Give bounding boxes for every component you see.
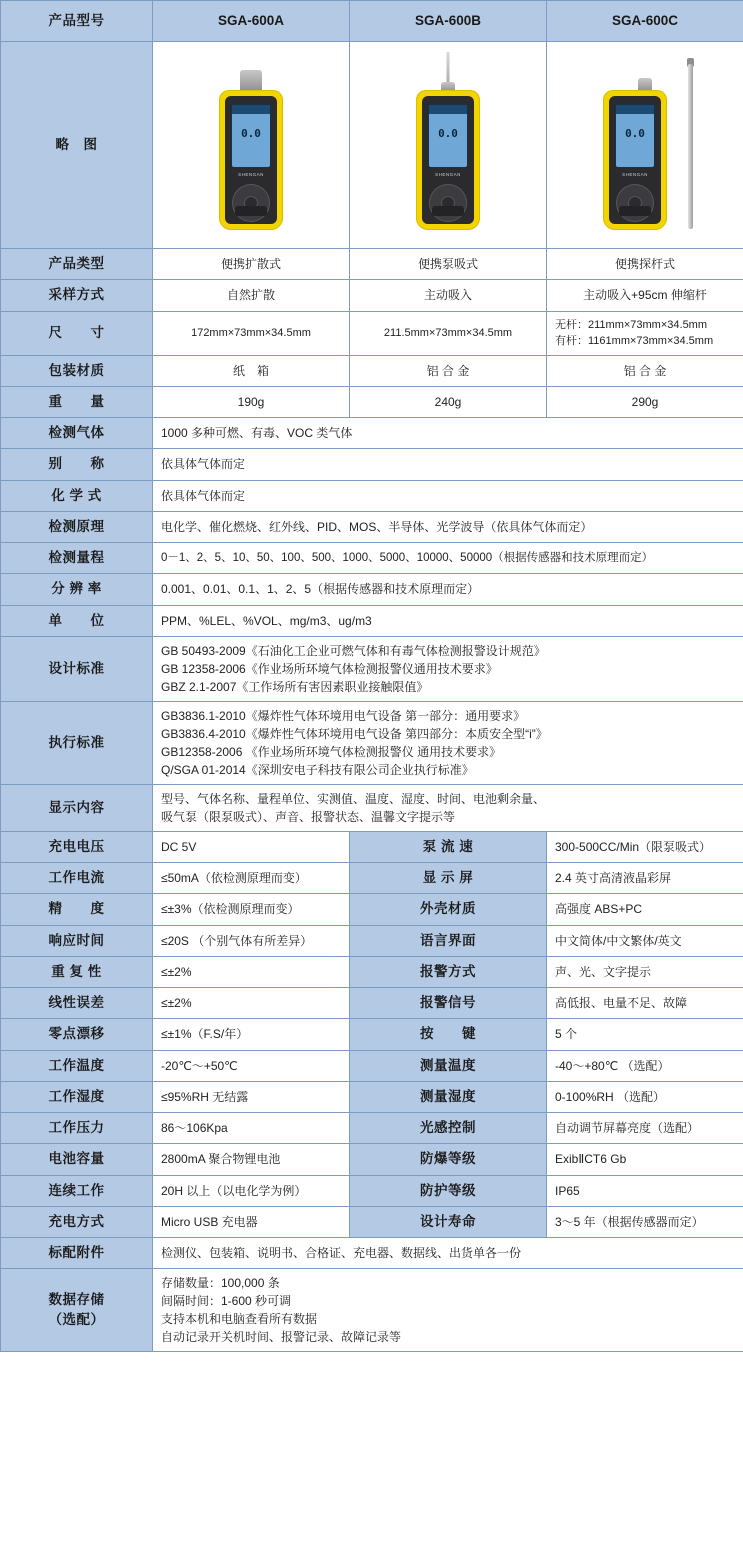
cell-value: 290g (547, 386, 743, 417)
row-label: 单 位 (1, 605, 153, 636)
cell-value: 172mm×73mm×34.5mm (153, 311, 350, 355)
display-content-line: 吸气泵（限泵吸式）、声音、报警状态、温馨文字提示等 (161, 809, 456, 824)
device-screen (231, 104, 271, 168)
row-label-data-storage (1, 1269, 153, 1352)
cell-value-right: -40～+80℃ （选配） (547, 1050, 743, 1081)
cell-value: 检测仪、包装箱、说明书、合格证、充电器、数据线、出货单各一份 (153, 1238, 743, 1269)
device-illustration-diffusion (191, 48, 311, 238)
table-row-unit (1, 605, 743, 636)
cell-value: 依具体气体而定 (153, 449, 743, 480)
cell-value-right: 0-100%RH （选配） (547, 1081, 743, 1112)
cell-value: 便携扩散式 (153, 249, 350, 280)
device-brand-text: SHENGAN (622, 171, 648, 177)
row-label-right: 显 示 屏 (350, 863, 547, 894)
table-row-detection-principle (1, 511, 743, 542)
cell-value-right: IP65 (547, 1175, 743, 1206)
data-storage-line: 支持本机和电脑查看所有数据 (161, 1312, 318, 1327)
device-front-panel (225, 96, 277, 224)
table-row-response-time (1, 925, 743, 956)
cell-value-left: 20H 以上（以电化学为例） (153, 1175, 350, 1206)
row-label: 检测量程 (1, 543, 153, 574)
data-storage-line: 间隔时间：1-600 秒可调 (161, 1294, 292, 1309)
table-row-charging-method (1, 1206, 743, 1237)
data-storage-line: 自动记录开关机时间、报警记录、故障记录等 (161, 1330, 402, 1345)
row-label-left: 工作压力 (1, 1113, 153, 1144)
row-label: 尺 寸 (1, 311, 153, 355)
row-label-left: 充电电压 (1, 831, 153, 862)
table-row-working-pressure (1, 1113, 743, 1144)
cell-value-multiline (153, 701, 743, 784)
cell-value-right: 高低报、电量不足、故障 (547, 988, 743, 1019)
table-row-continuous-work (1, 1175, 743, 1206)
row-label: 执行标准 (1, 701, 153, 784)
cell-value-multiline (153, 636, 743, 701)
row-label: 别 称 (1, 449, 153, 480)
cell-value: PPM、%LEL、%VOL、mg/m3、ug/m3 (153, 605, 743, 636)
table-row-working-humidity (1, 1081, 743, 1112)
row-label: 设计标准 (1, 636, 153, 701)
standard-line: GBZ 2.1-2007《工作场所有害因素职业接触限值》 (161, 679, 429, 694)
cell-value: 便携泵吸式 (350, 249, 547, 280)
device-front-panel (609, 96, 661, 224)
table-row-dimensions (1, 311, 743, 355)
table-row-design-standard (1, 636, 743, 701)
display-content-line: 型号、气体名称、量程单位、实测值、温度、湿度、时间、电池剩余量、 (161, 791, 546, 806)
row-label-left: 电池容量 (1, 1144, 153, 1175)
cell-value-left: ≤50mA（依检测原理而变） (153, 863, 350, 894)
device-body (219, 90, 283, 230)
device-brand-text: SHENGAN (435, 171, 461, 177)
cell-value-left: ≤±2% (153, 956, 350, 987)
row-label-left: 充电方式 (1, 1206, 153, 1237)
row-label-right: 防护等级 (350, 1175, 547, 1206)
cell-value: 211.5mm×73mm×34.5mm (350, 311, 547, 355)
row-label: 检测原理 (1, 511, 153, 542)
screen-status-bar (616, 105, 654, 114)
data-storage-label-line2: （选配） (48, 1312, 105, 1328)
table-row-detect-gas (1, 418, 743, 449)
cell-value-left: -20℃～+50℃ (153, 1050, 350, 1081)
cell-value-left: ≤±3%（依检测原理而变） (153, 894, 350, 925)
device-screen (428, 104, 468, 168)
cell-value: 1000 多种可燃、有毒、VOC 类气体 (153, 418, 743, 449)
cell-value-left: Micro USB 充电器 (153, 1206, 350, 1237)
table-row-charge-voltage (1, 831, 743, 862)
row-label-right: 外壳材质 (350, 894, 547, 925)
cell-value: 190g (153, 386, 350, 417)
model-header-c: SGA-600C (547, 1, 743, 42)
cell-value: 便携探杆式 (547, 249, 743, 280)
standard-line: GB3836.1-2010《爆炸性气体环境用电气设备 第一部分：通用要求》 (161, 708, 526, 723)
screen-status-bar (429, 105, 467, 114)
table-row-linearity-error (1, 988, 743, 1019)
product-image-a (153, 42, 350, 249)
cell-value-left: 2800mA 聚合物锂电池 (153, 1144, 350, 1175)
cell-value: 电化学、催化燃烧、红外线、PID、MOS、半导体、光学波导（依具体气体而定） (153, 511, 743, 542)
table-row-standard-accessories (1, 1238, 743, 1269)
device-base (432, 206, 464, 216)
cell-value-left: ≤±2% (153, 988, 350, 1019)
cell-value-right: 5 个 (547, 1019, 743, 1050)
telescopic-probe-icon (688, 64, 693, 229)
cell-value-left: ≤95%RH 无结露 (153, 1081, 350, 1112)
device-base (235, 206, 267, 216)
screen-reading: 0.0 (625, 126, 645, 140)
cell-value: 铝 合 金 (547, 355, 743, 386)
table-row-product-type (1, 249, 743, 280)
device-base (619, 206, 651, 216)
standard-line: GB 12358-2006《作业场所环境气体检测报警仪通用技术要求》 (161, 661, 498, 676)
row-label-left: 工作温度 (1, 1050, 153, 1081)
cell-value: 依具体气体而定 (153, 480, 743, 511)
screen-reading: 0.0 (241, 126, 261, 140)
row-label-sketch: 略 图 (1, 42, 153, 249)
table-row-model-header (1, 1, 743, 42)
table-row-accuracy (1, 894, 743, 925)
cell-value-right: ExibⅡCT6 Gb (547, 1144, 743, 1175)
row-label-left: 重 复 性 (1, 956, 153, 987)
row-label: 化 学 式 (1, 480, 153, 511)
device-keypad (429, 184, 467, 222)
row-label-right: 光感控制 (350, 1113, 547, 1144)
table-row-sketch (1, 42, 743, 249)
row-label: 包装材质 (1, 355, 153, 386)
table-row-weight (1, 386, 743, 417)
row-label-model: 产品型号 (1, 1, 153, 42)
row-label: 显示内容 (1, 784, 153, 831)
table-row-display-content (1, 784, 743, 831)
device-illustration-probe (585, 48, 705, 238)
table-row-zero-drift (1, 1019, 743, 1050)
cell-value-right: 中文简体/中文繁体/英文 (547, 925, 743, 956)
table-row-battery-capacity (1, 1144, 743, 1175)
row-label-right: 报警方式 (350, 956, 547, 987)
cell-value-left: DC 5V (153, 831, 350, 862)
row-label-right: 泵 流 速 (350, 831, 547, 862)
dimension-line-with-rod: 有杆：1161mm×73mm×34.5mm (555, 335, 714, 347)
row-label-left: 连续工作 (1, 1175, 153, 1206)
table-row-resolution (1, 574, 743, 605)
table-row-repeatability (1, 956, 743, 987)
product-image-c (547, 42, 743, 249)
device-keypad (232, 184, 270, 222)
device-body (416, 90, 480, 230)
device-body (603, 90, 667, 230)
cell-value: 0－1、2、5、10、50、100、500、1000、5000、10000、50000（根据传感器和技术原理而定） (153, 543, 743, 574)
cell-value-right: 2.4 英寸高清液晶彩屏 (547, 863, 743, 894)
row-label: 分 辨 率 (1, 574, 153, 605)
table-row-measuring-range (1, 543, 743, 574)
row-label-left: 零点漂移 (1, 1019, 153, 1050)
table-row-chemical-formula (1, 480, 743, 511)
sensor-cap-icon (240, 70, 262, 92)
cell-value-right: 自动调节屏幕亮度（选配） (547, 1113, 743, 1144)
table-row-sampling-method (1, 280, 743, 311)
row-label-right: 测量温度 (350, 1050, 547, 1081)
cell-value-multiline (547, 311, 743, 355)
device-brand-text: SHENGAN (238, 171, 264, 177)
device-illustration-pump (388, 48, 508, 238)
table-row-packing-material (1, 355, 743, 386)
table-row-data-storage (1, 1269, 743, 1352)
data-storage-label-line1: 数据存储 (48, 1292, 105, 1307)
row-label: 重 量 (1, 386, 153, 417)
cell-value-right: 声、光、文字提示 (547, 956, 743, 987)
row-label-right: 按 键 (350, 1019, 547, 1050)
row-label-left: 精 度 (1, 894, 153, 925)
table-row-working-current (1, 863, 743, 894)
cell-value-left: 86～106Kpa (153, 1113, 350, 1144)
row-label-left: 线性误差 (1, 988, 153, 1019)
cell-value: 主动吸入 (350, 280, 547, 311)
row-label-right: 测量湿度 (350, 1081, 547, 1112)
pump-inlet-needle-icon (447, 52, 450, 86)
device-screen (615, 104, 655, 168)
cell-value: 纸 箱 (153, 355, 350, 386)
cell-value: 铝 合 金 (350, 355, 547, 386)
standard-line: GB12358-2006 《作业场所环境气体检测报警仪 通用技术要求》 (161, 744, 502, 759)
row-label: 检测气体 (1, 418, 153, 449)
device-keypad (616, 184, 654, 222)
row-label-right: 语言界面 (350, 925, 547, 956)
cell-value-multiline (153, 784, 743, 831)
row-label-right: 报警信号 (350, 988, 547, 1019)
cell-value-right: 高强度 ABS+PC (547, 894, 743, 925)
row-label-left: 工作电流 (1, 863, 153, 894)
cell-value-left: ≤±1%（F.S/年） (153, 1019, 350, 1050)
cell-value: 0.001、0.01、0.1、1、2、5（根据传感器和技术原理而定） (153, 574, 743, 605)
cell-value: 自然扩散 (153, 280, 350, 311)
row-label-left: 响应时间 (1, 925, 153, 956)
row-label-right: 防爆等级 (350, 1144, 547, 1175)
row-label: 采样方式 (1, 280, 153, 311)
table-row-alias (1, 449, 743, 480)
data-storage-line: 存储数量：100,000 条 (161, 1276, 280, 1291)
cell-value: 主动吸入+95cm 伸缩杆 (547, 280, 743, 311)
model-header-b: SGA-600B (350, 1, 547, 42)
row-label: 产品类型 (1, 249, 153, 280)
cell-value-right: 3～5 年（根据传感器而定） (547, 1206, 743, 1237)
cell-value-multiline (153, 1269, 743, 1352)
model-header-a: SGA-600A (153, 1, 350, 42)
row-label-left: 工作湿度 (1, 1081, 153, 1112)
row-label: 标配附件 (1, 1238, 153, 1269)
screen-status-bar (232, 105, 270, 114)
cell-value-right: 300-500CC/Min（限泵吸式） (547, 831, 743, 862)
device-front-panel (422, 96, 474, 224)
standard-line: Q/SGA 01-2014《深圳安电子科技有限公司企业执行标准》 (161, 762, 474, 777)
table-row-execution-standard (1, 701, 743, 784)
standard-line: GB3836.4-2010《爆炸性气体环境用电气设备 第四部分：本质安全型“i”》 (161, 726, 548, 741)
screen-reading: 0.0 (438, 126, 458, 140)
cell-value-left: ≤20S （个别气体有所差异） (153, 925, 350, 956)
row-label-right: 设计寿命 (350, 1206, 547, 1237)
dimension-line-no-rod: 无杆：211mm×73mm×34.5mm (555, 318, 708, 331)
product-image-b (350, 42, 547, 249)
table-row-working-temperature (1, 1050, 743, 1081)
standard-line: GB 50493-2009《石油化工企业可燃气体和有毒气体检测报警设计规范》 (161, 643, 546, 658)
cell-value: 240g (350, 386, 547, 417)
